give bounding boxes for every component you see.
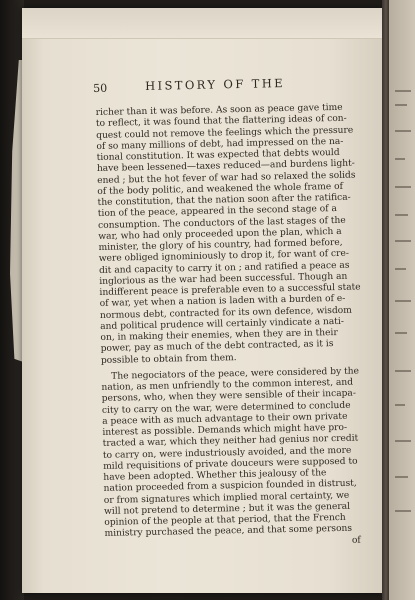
text-line: inglorious as the war had been successful. Though an [99, 271, 348, 287]
text-line: tion of the peace, appeared in the second stage of a [97, 204, 338, 220]
text-line: indifferent peace is preferable even to a successful state [99, 282, 361, 298]
text-line: of so many millions of debt, had impressed on the na- [96, 136, 344, 152]
text-line: ministry purchased the peace, and that some persons [104, 523, 353, 540]
facing-page-text-trace [395, 510, 411, 512]
text-line: richer than it was before. As soon as peace gave time [95, 102, 343, 118]
text-line: nation proceeded from a suspicion founded in distrust, [103, 478, 357, 495]
text-line: the constitution, that the nation soon after the ratifica- [97, 192, 351, 208]
page-number: 50 [93, 81, 108, 96]
page-header [95, 73, 357, 100]
text-line: interest as possible. Demands which might have pro- [102, 422, 348, 438]
text-line: of the body politic, and weakened the whole frame of [97, 181, 344, 197]
text-line: have been lessened—taxes reduced—and burdens light- [96, 158, 355, 175]
text-line: dit and capacity to carry it on ; and ratified a peace as [98, 260, 350, 276]
text-line: persons, who, when they were sensible of their incapa- [101, 388, 356, 405]
facing-page-text-trace [395, 90, 411, 92]
text-line: possible to obtain from them. [100, 352, 237, 366]
facing-page-text-trace [395, 404, 405, 406]
text-line: or from signatures which implied moral certainty, we [103, 490, 350, 506]
text-line: city to carry on the war, were determined to conclude [101, 400, 351, 416]
facing-page-edge [389, 0, 415, 600]
body-text [96, 103, 367, 541]
facing-page-text-trace [395, 240, 411, 242]
text-line: have been adopted. Whether this jealousy of the [103, 468, 327, 483]
page-text [95, 73, 367, 552]
text-line: of war, yet when a nation is laden with a burden of e- [99, 294, 346, 310]
running-head: HISTORY OF THE [145, 76, 286, 93]
text-line: tional constitution. It was expected that debts would [96, 147, 340, 163]
catchword: of [351, 535, 361, 546]
facing-page-text-trace [395, 332, 407, 334]
text-line: war, who had only proceeded upon the plan, which a [98, 226, 342, 242]
facing-page-text-trace [395, 186, 411, 188]
text-line: ened ; but the hot fever of war had so relaxed the solids [97, 170, 356, 186]
facing-page-text-trace [395, 440, 411, 442]
text-line: will not pretend to determine ; but it was the general [103, 501, 351, 517]
facing-page-text-trace [395, 104, 407, 106]
text-line: quest could not remove the feelings which the pressure [96, 125, 354, 141]
text-line: minister, the glory of his country, had formed before, [98, 237, 343, 253]
facing-page-text-trace [395, 130, 411, 132]
text-line: were obliged ignominiously to drop it, for want of cre- [98, 248, 349, 265]
facing-page-text-trace [395, 300, 411, 302]
text-line: consumption. The conductors of the last stages of the [97, 215, 346, 231]
text-line: opinion of the people at that period, that the French [104, 512, 346, 528]
text-line: on, in making their enemies, when they are in their [100, 327, 338, 343]
facing-page-text-trace [395, 476, 408, 478]
facing-page-text-trace [395, 214, 408, 216]
facing-page-text-trace [395, 370, 411, 372]
page-top-fold [22, 8, 382, 39]
facing-page-text-trace [395, 268, 406, 270]
text-line: mild requisitions of private douceurs were supposed to [103, 456, 358, 472]
text-line: and political prudence will certainly vindicate a nati- [100, 316, 344, 332]
text-line: normous debt, contracted for its own defence, wisdom [99, 305, 352, 321]
facing-page-text-trace [395, 158, 405, 160]
text-line: The negociators of the peace, were considered by the [111, 366, 360, 382]
text-line: tracted a war, which they neither had genius nor credit [102, 433, 359, 450]
text-line: to carry on, were industriously avoided, and the more [102, 445, 352, 461]
text-line: nation, as men unfriendly to the common interest, and [101, 377, 354, 393]
text-line: power, pay as much of the debt contracted, as it is [100, 339, 334, 355]
text-line: a peace with as much advantage to their own private [102, 411, 348, 427]
text-line: to reflect, it was found that the flattering ideas of con- [95, 113, 347, 130]
